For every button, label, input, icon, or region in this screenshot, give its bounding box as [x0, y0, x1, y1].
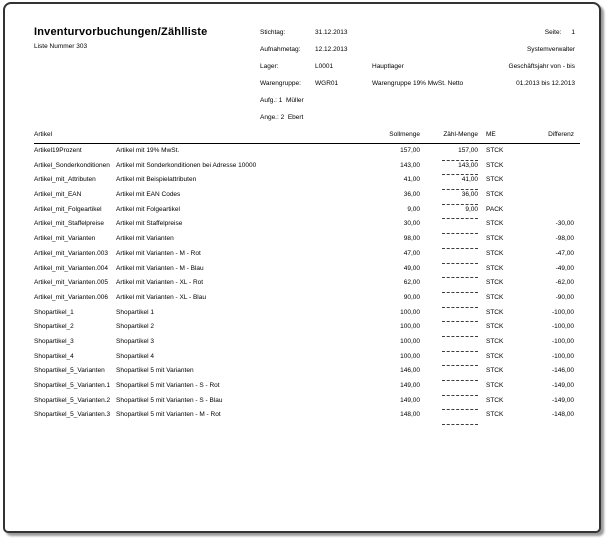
article-description: Artikel mit Sonderkonditionen bei Adresse 10000	[116, 161, 257, 169]
article-number: Shopartikel_4	[34, 352, 74, 360]
differenz-value	[526, 203, 580, 218]
unit-value: PACK	[486, 205, 504, 213]
table-row	[34, 408, 580, 423]
article-description: Shopartikel 5 mit Varianten - M - Rot	[116, 411, 221, 419]
table-body	[34, 144, 580, 423]
table-row	[34, 188, 580, 203]
table-row	[34, 394, 580, 409]
differenz-value: -98,00	[555, 235, 574, 243]
table-row	[34, 291, 580, 306]
article-number: Shopartikel_2	[34, 323, 74, 331]
ange-text: Ange.: 2 Ebert	[260, 114, 304, 121]
zaehlmenge-value	[420, 276, 478, 291]
unit-value: STCK	[486, 293, 504, 301]
differenz-value: -100,00	[551, 323, 574, 331]
zaehlmenge-value	[420, 217, 478, 232]
sollmenge-value: 149,00	[400, 382, 420, 389]
col-header-zaehlmenge: Zähl-Menge	[443, 131, 478, 138]
unit-value: STCK	[486, 308, 504, 316]
article-number: Artikel_mit_Attributen	[34, 176, 96, 184]
article-description: Shopartikel 5 mit Varianten - S - Blau	[116, 396, 223, 404]
zaehlmenge-value	[420, 350, 478, 365]
unit-value: STCK	[486, 352, 504, 360]
unit-value: STCK	[486, 176, 504, 184]
differenz-value	[526, 188, 580, 203]
col-header-differenz: Differenz	[548, 131, 574, 138]
article-description: Shopartikel 3	[116, 337, 154, 345]
zaehlmenge-value	[420, 379, 478, 394]
table-row	[34, 173, 580, 188]
article-description: Shopartikel 4	[116, 352, 154, 360]
sollmenge-value: 100,00	[400, 323, 420, 331]
article-number: Artikel19Prozent	[34, 147, 82, 154]
zaehlmenge-value: 157,00	[420, 144, 478, 159]
differenz-value: -62,00	[555, 279, 574, 287]
meta-line-warengruppe	[260, 75, 463, 92]
page-title: Inventurvorbuchungen/Zählliste	[34, 26, 208, 38]
article-number: Artikel_mit_EAN	[34, 191, 82, 199]
differenz-value: -149,00	[551, 382, 574, 389]
sollmenge-value: 100,00	[400, 308, 420, 316]
article-description: Artikel mit Varianten	[116, 235, 174, 243]
sollmenge-value: 98,00	[403, 235, 420, 243]
sollmenge-value: 47,00	[403, 249, 420, 257]
col-header-sollmenge: Sollmenge	[389, 131, 420, 138]
zaehlmenge-value	[420, 394, 478, 409]
article-number: Shopartikel_3	[34, 337, 74, 345]
differenz-value: -49,00	[555, 264, 574, 272]
article-description: Artikel mit 19% MwSt.	[116, 147, 180, 154]
col-header-me: ME	[486, 131, 496, 138]
lager-label: Lager:	[260, 63, 279, 70]
article-description: Shopartikel 5 mit Varianten - S - Rot	[116, 382, 220, 389]
table-row	[34, 350, 580, 365]
table-row	[34, 247, 580, 262]
geschaeftsjahr-label: Geschäftsjahr von - bis	[508, 63, 575, 70]
sollmenge-value: 41,00	[403, 176, 420, 184]
table-header-row	[34, 128, 580, 144]
zaehlmenge-value	[420, 262, 478, 277]
table-row	[34, 262, 580, 277]
zaehlmenge-value	[420, 232, 478, 247]
zaehlmenge-value	[420, 306, 478, 321]
sollmenge-value: 100,00	[400, 352, 420, 360]
sollmenge-value: 149,00	[400, 396, 420, 404]
aufnahmetag-value: 12.12.2013	[315, 46, 348, 53]
differenz-value: -47,00	[555, 249, 574, 257]
article-number: Shopartikel_5_Varianten.1	[34, 382, 111, 389]
meta-line-ange	[260, 109, 463, 126]
differenz-value: -149,00	[551, 396, 574, 404]
differenz-value: -100,00	[551, 308, 574, 316]
geschaeftsjahr-value: 01.2013 bis 12.2013	[516, 80, 575, 87]
meta-line-aufnahmetag	[260, 41, 463, 58]
sollmenge-value: 100,00	[400, 337, 420, 345]
seite-label: Seite:	[544, 29, 562, 36]
table-row	[34, 276, 580, 291]
article-number: Artikel_mit_Varianten	[34, 235, 96, 243]
sollmenge-value: 30,00	[403, 220, 420, 228]
article-number: Artikel_mit_Varianten.005	[34, 279, 108, 287]
aufnahmetag-label: Aufnahmetag:	[260, 46, 301, 53]
sollmenge-value: 146,00	[400, 367, 420, 375]
sollmenge-value: 143,00	[400, 161, 420, 169]
table-row	[34, 320, 580, 335]
unit-value: STCK	[486, 337, 504, 345]
table-row	[34, 364, 580, 379]
report-meta-right	[509, 24, 575, 92]
differenz-value	[526, 159, 580, 174]
sollmenge-value: 90,00	[403, 293, 420, 301]
article-description: Artikel mit Beispielattributen	[116, 176, 197, 184]
unit-value: STCK	[486, 191, 504, 199]
article-number: Artikel_mit_Varianten.004	[34, 264, 108, 272]
meta-line-stichtag	[260, 24, 463, 41]
differenz-value: -100,00	[551, 337, 574, 345]
article-description: Artikel mit EAN Codes	[116, 191, 181, 199]
article-description: Artikel mit Folgeartikel	[116, 205, 180, 213]
article-number: Artikel_mit_Varianten.006	[34, 293, 108, 301]
article-number: Artikel_mit_Varianten.003	[34, 249, 108, 257]
unit-value: STCK	[486, 279, 504, 287]
article-description: Shopartikel 5 mit Varianten	[116, 367, 194, 375]
differenz-value: -100,00	[551, 352, 574, 360]
unit-value: STCK	[486, 235, 504, 243]
article-number: Artikel_mit_Staffelpreise	[34, 220, 104, 228]
report-meta	[260, 24, 463, 126]
sollmenge-value: 49,00	[403, 264, 420, 272]
stichtag-value: 31.12.2013	[315, 29, 348, 36]
warengruppe-label: Warengruppe:	[260, 80, 301, 87]
differenz-value: -30,00	[555, 220, 574, 228]
differenz-value: -146,00	[551, 367, 574, 375]
table-row	[34, 144, 580, 159]
differenz-value	[526, 144, 580, 159]
article-number: Artikel_mit_Folgeartikel	[34, 205, 102, 213]
sollmenge-value: 9,00	[407, 205, 420, 213]
user-name: Systemverwalter	[526, 46, 575, 53]
table-row	[34, 159, 580, 174]
sollmenge-value: 148,00	[400, 411, 420, 419]
table-row	[34, 217, 580, 232]
zaehlmenge-value	[420, 247, 478, 262]
article-description: Artikel mit Varianten - M - Rot	[116, 249, 201, 257]
unit-value: STCK	[486, 249, 504, 257]
table-row	[34, 232, 580, 247]
sollmenge-value: 157,00	[400, 147, 420, 154]
col-header-artikel: Artikel	[34, 131, 53, 138]
lager-code: L0001	[315, 63, 334, 70]
warengruppe-name: Warengruppe 19% MwSt. Netto	[372, 80, 464, 87]
report-preview-window	[3, 2, 601, 533]
unit-value: STCK	[486, 411, 504, 419]
sollmenge-value: 62,00	[403, 279, 420, 287]
unit-value: STCK	[486, 382, 504, 389]
article-description: Artikel mit Varianten - XL - Rot	[116, 279, 204, 287]
zaehlmenge-value: 36,00	[420, 188, 478, 203]
meta-line-lager	[260, 58, 463, 75]
zaehlmenge-value: 143,00	[420, 159, 478, 174]
differenz-value: -90,00	[555, 293, 574, 301]
lager-name: Hauptlager	[372, 63, 404, 70]
unit-value: STCK	[486, 264, 504, 272]
aufg-text: Aufg.: 1 Müller	[260, 97, 304, 104]
article-description: Shopartikel 1	[116, 308, 154, 316]
sollmenge-value: 36,00	[403, 191, 420, 199]
unit-value: STCK	[486, 323, 504, 331]
list-number: Liste Nummer 303	[34, 43, 88, 50]
unit-value: STCK	[486, 367, 504, 375]
zaehlmenge-value	[420, 335, 478, 350]
article-number: Shopartikel_1	[34, 308, 74, 316]
table-row	[34, 335, 580, 350]
article-description: Artikel mit Varianten - XL - Blau	[116, 293, 206, 301]
unit-value: STCK	[486, 147, 504, 154]
table-row	[34, 203, 580, 218]
stichtag-label: Stichtag:	[260, 29, 286, 36]
zaehlmenge-value: 9,00	[420, 203, 478, 218]
zaehlmenge-value	[420, 291, 478, 306]
differenz-value	[526, 173, 580, 188]
page-number: 1	[571, 29, 575, 36]
report-page	[5, 4, 599, 531]
inventory-table	[34, 128, 580, 423]
article-description: Artikel mit Varianten - M - Blau	[116, 264, 204, 272]
meta-line-aufg	[260, 92, 463, 109]
article-number: Artikel_Sonderkonditionen	[34, 161, 110, 169]
differenz-value: -148,00	[551, 411, 574, 419]
zaehlmenge-value	[420, 364, 478, 379]
article-description: Artikel mit Staffelpreise	[116, 220, 183, 228]
article-description: Shopartikel 2	[116, 323, 154, 331]
article-number: Shopartikel_5_Varianten	[34, 367, 105, 375]
table-row	[34, 306, 580, 321]
zaehlmenge-value: 41,00	[420, 173, 478, 188]
table-row	[34, 379, 580, 394]
zaehlmenge-value	[420, 408, 478, 423]
article-number: Shopartikel_5_Varianten.3	[34, 411, 111, 419]
warengruppe-code: WGR01	[315, 80, 339, 87]
article-number: Shopartikel_5_Varianten.2	[34, 396, 111, 404]
zaehlmenge-value	[420, 320, 478, 335]
unit-value: STCK	[486, 161, 504, 169]
unit-value: STCK	[486, 396, 504, 404]
unit-value: STCK	[486, 220, 504, 228]
page-number-line	[509, 24, 575, 41]
